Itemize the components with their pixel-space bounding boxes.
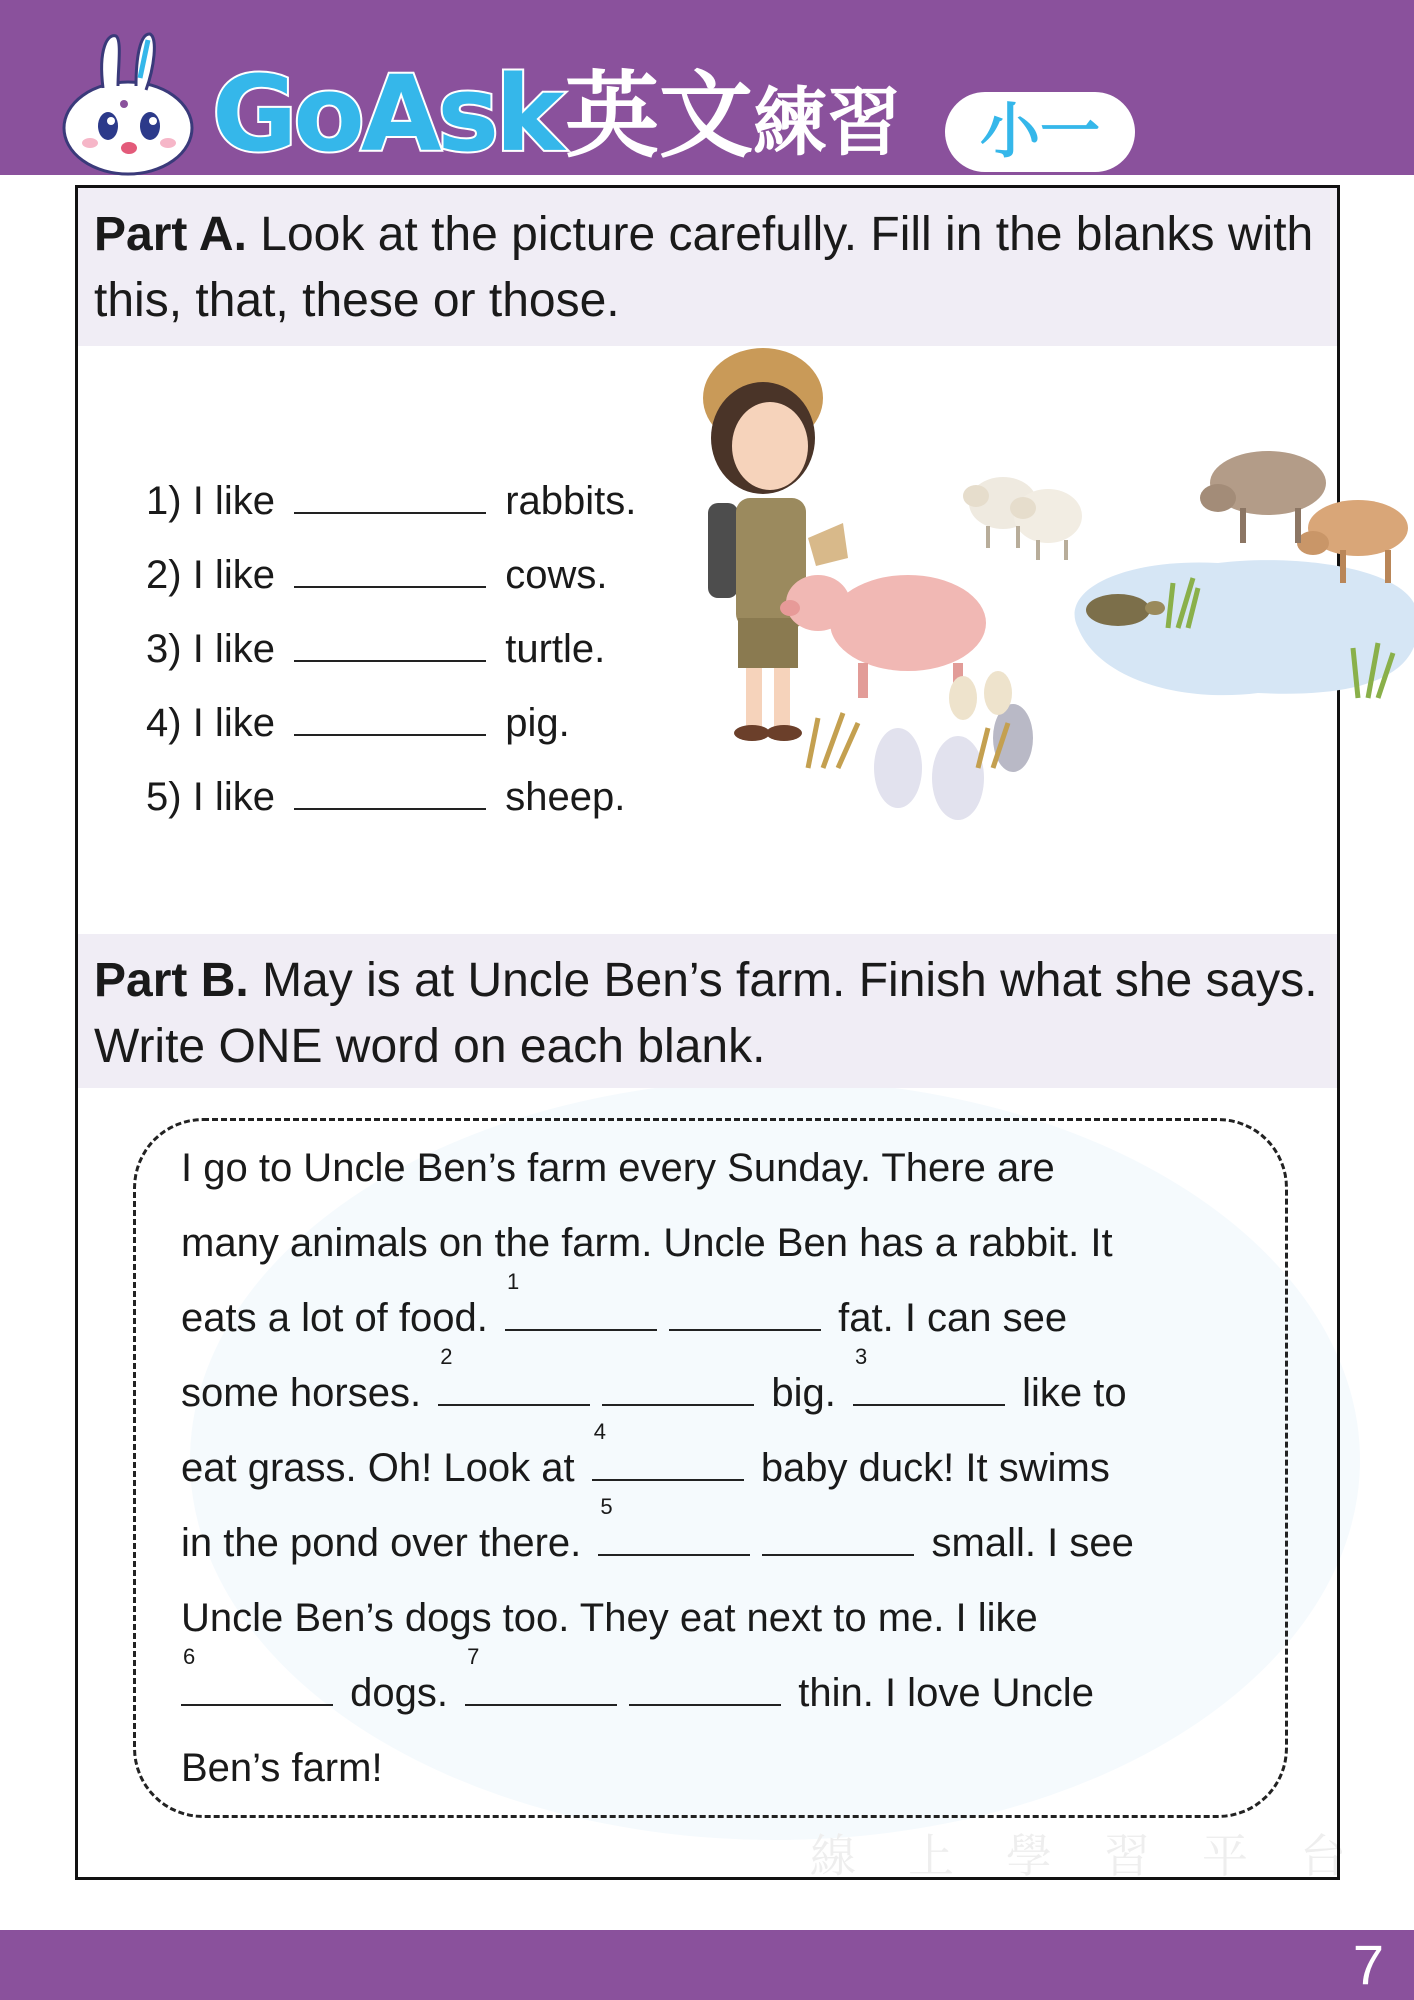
title-small: 練習 (753, 80, 902, 166)
answer-blank[interactable] (602, 1376, 754, 1406)
question-number: 5) (146, 775, 182, 819)
story-text-segment: fat. I can see (838, 1296, 1068, 1340)
brand-logo-text: GoAsk (212, 53, 561, 175)
question-prefix: I like (192, 775, 275, 819)
title-big: 英文 (565, 62, 754, 171)
question-row (146, 538, 636, 612)
farm-scene-icon (658, 298, 1414, 878)
worksheet-title (565, 62, 902, 171)
story-line (181, 1581, 1261, 1656)
part-b-label: Part B. (94, 954, 249, 1007)
part-b-instruction: May is at Uncle Ben’s farm. Finish what she says. Write ONE word on each blank. (94, 954, 1318, 1073)
bunny-mascot-icon (58, 28, 198, 178)
question-row (146, 760, 636, 834)
blank-number: 1 (507, 1269, 520, 1294)
question-row (146, 686, 636, 760)
story-text-segment: small. I see (931, 1521, 1134, 1565)
pig-icon (780, 575, 986, 698)
rabbit-icon (874, 671, 1033, 820)
question-suffix: pig. (505, 701, 570, 745)
story-text-segment: thin. I love Uncle (798, 1671, 1094, 1715)
pond-icon (1075, 560, 1414, 695)
story-text-segment: like to (1022, 1371, 1127, 1415)
answer-blank[interactable] (853, 1344, 1005, 1406)
story-line (181, 1494, 1261, 1581)
answer-blank[interactable] (592, 1419, 744, 1481)
answer-blank[interactable] (294, 480, 486, 514)
question-row (146, 612, 636, 686)
answer-blank[interactable] (181, 1644, 333, 1706)
answer-blank[interactable] (629, 1676, 781, 1706)
story-line (181, 1206, 1261, 1281)
question-number: 3) (146, 627, 182, 671)
story-text-segment: I go to Uncle Ben’s farm every Sunday. There are (181, 1146, 1055, 1190)
question-number: 2) (146, 553, 182, 597)
story-text-segment: eat grass. Oh! Look at (181, 1446, 575, 1490)
story-line (181, 1644, 1261, 1731)
story-text-segment: Uncle Ben’s dogs too. They eat next to me. I like (181, 1596, 1038, 1640)
question-suffix: turtle. (505, 627, 606, 671)
part-a-label: Part A. (94, 208, 247, 261)
story-text-segment: eats a lot of food. (181, 1296, 488, 1340)
answer-blank[interactable] (294, 776, 486, 810)
blank-number: 7 (467, 1644, 480, 1669)
answer-blank[interactable] (294, 702, 486, 736)
question-prefix: I like (192, 627, 275, 671)
story-line (181, 1731, 1261, 1806)
answer-blank[interactable] (294, 554, 486, 588)
story-line (181, 1344, 1261, 1431)
answer-blank[interactable] (505, 1269, 657, 1331)
girl-explorer-icon (703, 348, 848, 741)
answer-blank[interactable] (294, 628, 486, 662)
footer-bar (0, 1930, 1414, 2000)
story-text (181, 1131, 1261, 1806)
question-row (146, 464, 636, 538)
blank-number: 2 (440, 1344, 453, 1369)
answer-blank[interactable] (762, 1526, 914, 1556)
story-line (181, 1131, 1261, 1206)
blank-number: 4 (593, 1419, 606, 1444)
question-suffix: sheep. (505, 775, 626, 819)
page-number: 7 (1352, 1933, 1384, 1996)
watermark-text: 線上學習平台 (810, 1830, 1398, 1882)
answer-blank[interactable] (669, 1301, 821, 1331)
question-prefix: I like (192, 553, 275, 597)
story-line (181, 1419, 1261, 1506)
sheep-icon (963, 477, 1082, 560)
story-line (181, 1269, 1261, 1356)
story-text-segment: baby duck! It swims (760, 1446, 1110, 1490)
story-text-segment: dogs. (350, 1671, 448, 1715)
story-text-segment: some horses. (181, 1371, 422, 1415)
blank-number: 6 (183, 1644, 196, 1669)
grade-badge: 小一 (945, 92, 1135, 172)
part-a-questions (146, 464, 636, 834)
question-number: 4) (146, 701, 182, 745)
answer-blank[interactable] (438, 1344, 590, 1406)
story-text-segment: many animals on the farm. Uncle Ben has a rabbit. It (181, 1221, 1113, 1265)
blank-number: 3 (854, 1344, 868, 1369)
question-number: 1) (146, 479, 182, 523)
story-text-segment: big. (771, 1371, 836, 1415)
question-suffix: cows. (505, 553, 608, 597)
story-box (133, 1118, 1288, 1818)
part-b-header (78, 934, 1337, 1088)
worksheet-content (75, 185, 1340, 1880)
question-prefix: I like (192, 701, 275, 745)
question-suffix: rabbits. (505, 479, 637, 523)
story-text-segment: in the pond over there. (181, 1521, 582, 1565)
question-prefix: I like (192, 479, 275, 523)
answer-blank[interactable] (465, 1644, 617, 1706)
answer-blank[interactable] (598, 1494, 750, 1556)
blank-number: 5 (600, 1494, 613, 1519)
part-a-instruction: Look at the picture carefully. Fill in the blanks with this, that, these or those. (94, 208, 1314, 327)
story-text-segment: Ben’s farm! (181, 1746, 383, 1790)
